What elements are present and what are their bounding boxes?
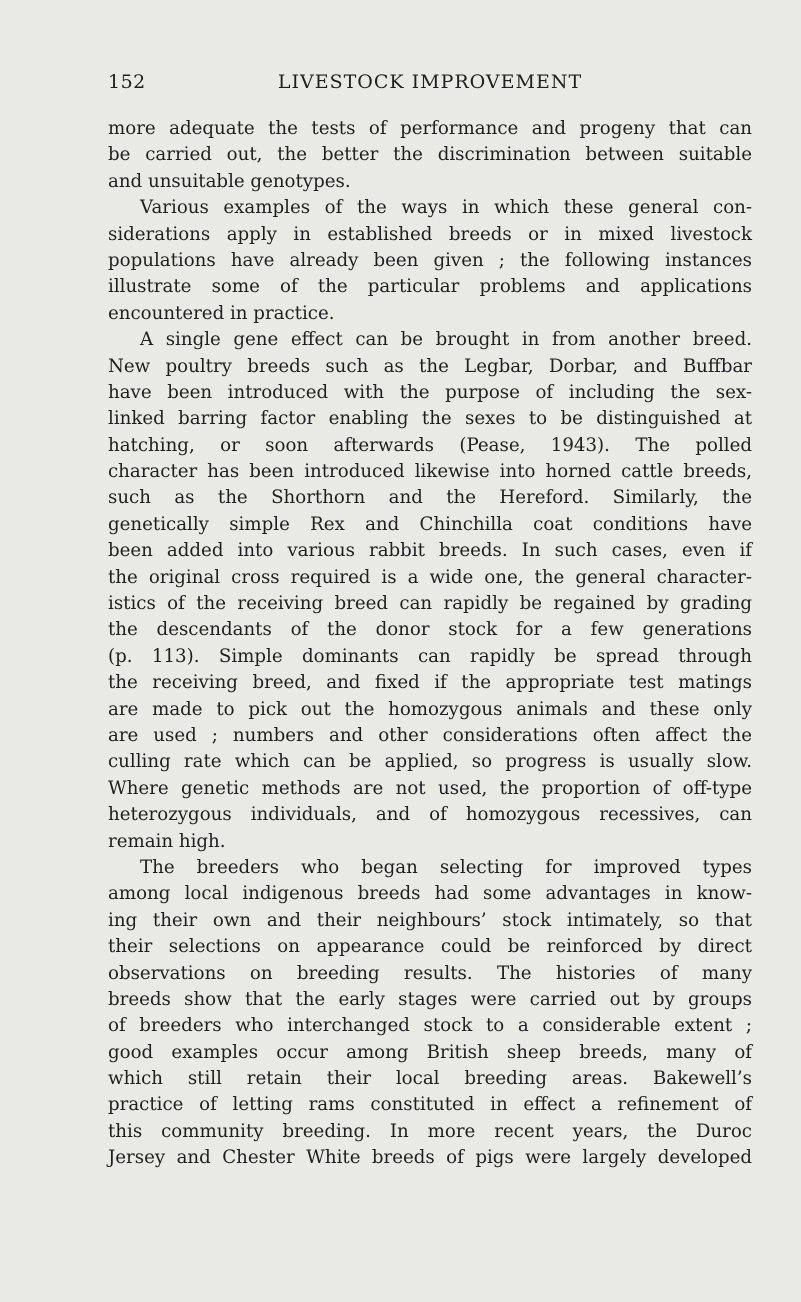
text-line: their selections on appearance could be reinforced by direct [108,936,752,958]
text-line: of breeders who interchanged stock to a considerable extent ; [108,1015,752,1037]
text-line: culling rate which can be applied, so progress is usually slow. [108,751,752,773]
text-line: the original cross required is a wide one, the general character- [108,566,752,588]
text-line: more adequate the tests of performance and progeny that can [108,118,752,139]
text-line: (p. 113). Simple dominants can rapidly be spread through [108,645,752,667]
text-line: Jersey and Chester White breeds of pigs were largely developed [108,1147,752,1169]
running-head [108,71,752,97]
text-line: linked barring factor enabling the sexes to be distinguished at [108,408,752,430]
text-line: hatching, or soon afterwards (Pease, 1943). The polled [108,434,752,456]
text-line: A single gene effect can be brought in from another breed. [140,329,752,351]
text-line: The breeders who began selecting for improved types [140,856,752,878]
text-line: ing their own and their neighbours’ stock intimately, so that [108,909,752,931]
text-line: populations have already been given ; the following instances [108,249,752,271]
text-line: such as the Shorthorn and the Hereford. Similarly, the [108,487,752,509]
text-line: breeds show that the early stages were carried out by groups [108,988,752,1010]
text-line: been added into various rabbit breeds. In such cases, even if [108,540,752,562]
text-line: encountered in practice. [108,302,335,324]
text-line: genetically simple Rex and Chinchilla coat conditions have [108,513,752,535]
text-line: the receiving breed, and fixed if the appropriate test matings [108,672,752,694]
text-line: the descendants of the donor stock for a few generations [108,619,752,641]
text-line: practice of letting rams constituted in effect a refinement of [108,1094,752,1116]
text-line: Various examples of the ways in which these general con- [140,197,752,219]
text-line: have been introduced with the purpose of including the sex- [108,381,752,403]
text-line: observations on breeding results. The histories of many [108,962,752,984]
text-line: New poultry breeds such as the Legbar, Dorbar, and Buffbar [108,355,752,377]
text-line: istics of the receiving breed can rapidly be regained by grading [108,593,752,615]
text-line: siderations apply in established breeds or in mixed livestock [108,223,752,245]
text-line: are used ; numbers and other considerations often affect the [108,724,752,746]
text-line: Where genetic methods are not used, the proportion of off-type [108,777,752,799]
text-line: remain high. [108,830,226,852]
text-line: character has been introduced likewise into horned cattle breeds, [108,461,752,483]
text-line: and unsuitable genotypes. [108,170,351,192]
running-title: LIVESTOCK IMPROVEMENT [277,71,583,93]
page-number: 152 [108,71,146,93]
text-line: illustrate some of the particular problems and applications [108,276,752,298]
text-line: this community breeding. In more recent years, the Duroc [108,1120,752,1142]
text-line: heterozygous individuals, and of homozygous recessives, can [108,804,752,826]
body-text [108,116,752,1172]
text-line: good examples occur among British sheep breeds, many of [108,1041,752,1063]
text-line: which still retain their local breeding areas. Bakewell’s [108,1068,752,1090]
text-line: be carried out, the better the discrimination between suitable [108,144,752,166]
text-line: are made to pick out the homozygous animals and these only [108,698,752,720]
text-line: among local indigenous breeds had some advantages in know- [108,883,752,905]
